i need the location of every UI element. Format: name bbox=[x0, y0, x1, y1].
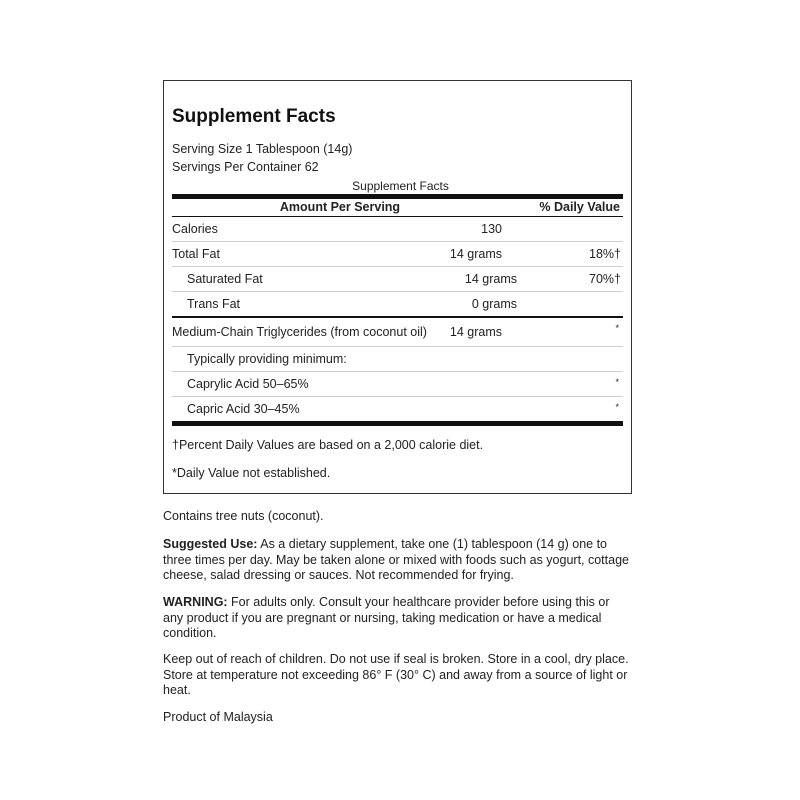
nutrient-amount: 14 grams bbox=[464, 272, 517, 286]
footnote-not-established: *Daily Value not established. bbox=[172, 466, 331, 480]
suggested-use-label: Suggested Use: bbox=[163, 537, 258, 551]
nutrient-name: Medium-Chain Triglycerides (from coconut oil) bbox=[172, 325, 427, 339]
nutrient-amount: 14 grams bbox=[449, 325, 502, 339]
table-row bbox=[172, 372, 623, 397]
table-row bbox=[172, 292, 623, 316]
nutrient-name: Typically providing minimum: bbox=[187, 352, 347, 366]
nutrient-amount: 130 bbox=[481, 222, 502, 236]
table-row bbox=[172, 242, 623, 267]
table-caption: Supplement Facts bbox=[352, 179, 449, 193]
nutrient-amount: 14 grams bbox=[449, 247, 502, 261]
suggested-use bbox=[163, 537, 633, 584]
serving-info bbox=[172, 140, 623, 176]
divider-thick bbox=[172, 421, 623, 426]
nutrient-name: Saturated Fat bbox=[187, 272, 263, 286]
table-row bbox=[172, 347, 623, 372]
facts-table-body bbox=[172, 217, 623, 421]
allergen-statement: Contains tree nuts (coconut). bbox=[163, 509, 324, 523]
table-header bbox=[172, 199, 623, 216]
nutrient-name: Capric Acid 30–45% bbox=[187, 402, 300, 416]
footnote-daily-values: †Percent Daily Values are based on a 2,000 calorie diet. bbox=[172, 438, 484, 452]
servings-per-container: Servings Per Container 62 bbox=[172, 160, 319, 174]
nutrient-name: Trans Fat bbox=[187, 297, 241, 311]
panel-title: Supplement Facts bbox=[172, 106, 336, 127]
header-amount-per-serving: Amount Per Serving bbox=[279, 200, 401, 214]
table-row bbox=[172, 397, 623, 421]
nutrient-name: Calories bbox=[172, 222, 218, 236]
warning-label: WARNING: bbox=[163, 595, 228, 609]
nutrient-dv: 70%† bbox=[589, 272, 621, 286]
header-daily-value: % Daily Value bbox=[539, 200, 620, 214]
nutrient-name: Caprylic Acid 50–65% bbox=[187, 377, 309, 391]
table-row bbox=[172, 217, 623, 242]
serving-size: Serving Size 1 Tablespoon (14g) bbox=[172, 142, 353, 156]
warning-text: For adults only. Consult your healthcare provider before using this or any product if you are pregnant or nursing, taking medication or have a medical condition. bbox=[163, 595, 610, 640]
nutrient-dv: 18%† bbox=[589, 247, 621, 261]
table-row bbox=[172, 267, 623, 292]
nutrient-dv: * bbox=[615, 377, 619, 387]
suggested-use-text: As a dietary supplement, take one (1) tablespoon (14 g) one to three times per day. May be taken alone or mixed with foods such as yogurt, cottage cheese, salad dressing or sauces. Not recommended for frying. bbox=[163, 537, 629, 582]
storage-instructions: Keep out of reach of children. Do not use if seal is broken. Store in a cool, dry place. Store at temperature not exceeding 86° F (30° C) and away from a source of light or heat. bbox=[163, 652, 629, 697]
warning bbox=[163, 595, 633, 642]
supplement-facts-panel bbox=[163, 80, 632, 494]
table-row bbox=[172, 318, 623, 347]
nutrient-name: Total Fat bbox=[172, 247, 220, 261]
nutrient-amount: 0 grams bbox=[471, 297, 517, 311]
nutrient-dv: * bbox=[615, 402, 619, 412]
nutrient-dv: * bbox=[615, 323, 619, 333]
country-of-origin: Product of Malaysia bbox=[163, 710, 273, 724]
